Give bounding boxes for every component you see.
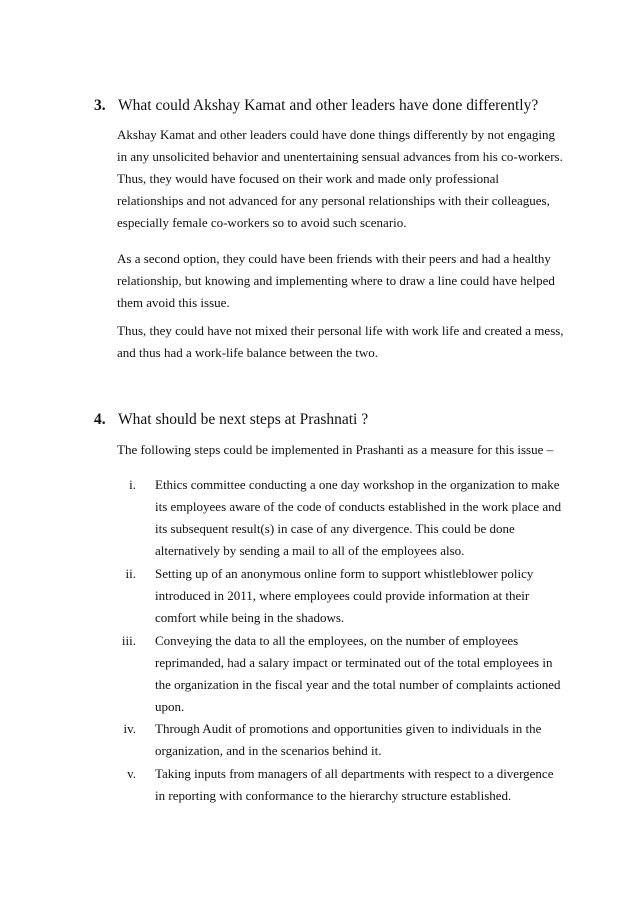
list-item-marker: i. (129, 477, 136, 492)
text-line: The following steps could be implemented in Prashanti as a measure for this issue – (117, 442, 554, 457)
text-line: Thus, they could have not mixed their personal life with work life and created a mess, (117, 323, 564, 338)
list-item-marker: iii. (121, 633, 136, 648)
text-line: introduced in 2011, where employees could provide information at their (155, 588, 530, 603)
list-item-marker: iv. (123, 721, 136, 736)
text-line: Taking inputs from managers of all departments with respect to a divergence (155, 766, 554, 781)
list-item-text (155, 630, 575, 718)
list-item-text (155, 763, 575, 807)
text-line: Conveying the data to all the employees, on the number of employees (155, 633, 519, 648)
list-item-text (155, 474, 575, 562)
question-3-paragraph-2 (117, 248, 567, 314)
text-line: upon. (155, 699, 185, 714)
text-line: in reporting with conformance to the hierarchy structure established. (155, 788, 512, 803)
question-3-paragraph-1 (117, 124, 567, 234)
text-line: its employees aware of the code of conducts established in the work place and (155, 499, 562, 514)
text-line: them avoid this issue. (117, 295, 230, 310)
question-4-number: 4. (94, 411, 106, 428)
text-line: comfort while being in the shadows. (155, 610, 345, 625)
text-line: in any unsolicited behavior and unentertaining sensual advances from his co-workers. (117, 149, 563, 164)
question-3-title: What could Akshay Kamat and other leaders have done differently? (118, 97, 539, 114)
text-line: the organization in the fiscal year and the total number of complaints actioned (155, 677, 561, 692)
question-4-intro (117, 439, 567, 461)
question-4-title: What should be next steps at Prashnati ? (118, 411, 369, 428)
list-item-marker: v. (127, 766, 136, 781)
list-item-text (155, 563, 575, 629)
question-4-heading (94, 410, 368, 430)
text-line: Ethics committee conducting a one day workshop in the organization to make (155, 477, 560, 492)
text-line: Setting up of an anonymous online form to support whistleblower policy (155, 566, 534, 581)
text-line: its subsequent result(s) in case of any divergence. This could be done (155, 521, 515, 536)
question-3-paragraph-3 (117, 320, 567, 364)
text-line: reprimanded, had a salary impact or terminated out of the total employees in (155, 655, 553, 670)
text-line: As a second option, they could have been friends with their peers and had a healthy (117, 251, 551, 266)
list-item-marker: ii. (125, 566, 136, 581)
text-line: Through Audit of promotions and opportunities given to individuals in the (155, 721, 542, 736)
text-line: alternatively by sending a mail to all of the employees also. (155, 543, 465, 558)
text-line: and thus had a work-life balance between the two. (117, 345, 378, 360)
text-line: Thus, they would have focused on their work and made only professional (117, 171, 499, 186)
text-line: organization, and in the scenarios behind it. (155, 743, 382, 758)
text-line: especially female co-workers so to avoid such scenario. (117, 215, 407, 230)
list-item-text (155, 718, 575, 762)
question-3-heading (94, 96, 538, 116)
text-line: relationship, but knowing and implementing where to draw a line could have helped (117, 273, 555, 288)
question-3-number: 3. (94, 97, 106, 114)
text-line: relationships and not advanced for any personal relationships with their colleagues, (117, 193, 550, 208)
text-line: Akshay Kamat and other leaders could have done things differently by not engaging (117, 127, 556, 142)
